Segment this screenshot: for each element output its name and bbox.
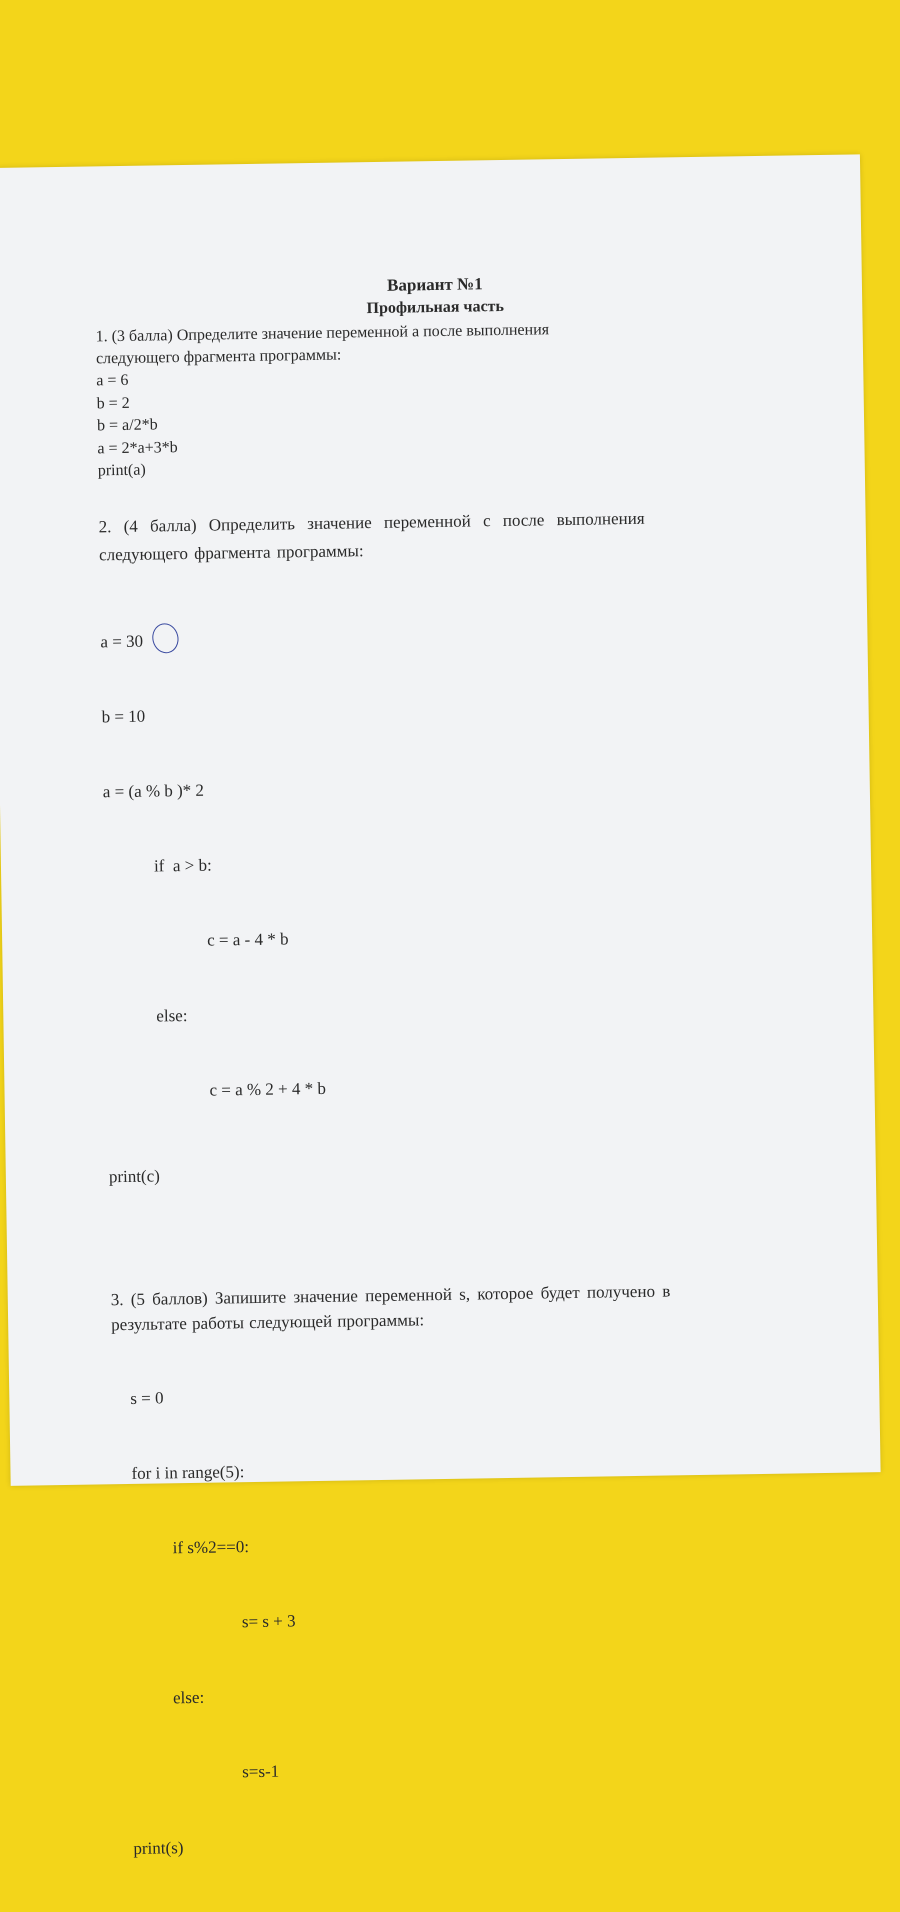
question-3-text-line2: результате работы следующей программы: bbox=[111, 1309, 425, 1334]
code-line: a = 30 bbox=[100, 631, 144, 651]
code-line: b = 10 bbox=[101, 706, 146, 726]
question-1-text-line1: 1. (3 балла) Определите значение переменной a после выполнения bbox=[95, 321, 550, 346]
question-2-text-line2: следующего фрагмента программы: bbox=[98, 540, 364, 564]
code-line: s = 0 bbox=[130, 1387, 164, 1408]
code-line: a = 6 bbox=[96, 371, 129, 390]
question-1 bbox=[96, 316, 778, 483]
code-line: if s%2==0: bbox=[172, 1536, 250, 1557]
code-line: print(c) bbox=[108, 1165, 160, 1186]
code-line: b = a/2*b bbox=[96, 416, 158, 435]
page-subtitle: Профильная часть bbox=[366, 297, 505, 318]
question-2-code bbox=[99, 568, 790, 1264]
page-title: Вариант №1 bbox=[386, 274, 483, 295]
code-line: b = 2 bbox=[96, 394, 130, 412]
code-line: else: bbox=[172, 1687, 205, 1707]
code-line: a = (a % b )* 2 bbox=[102, 780, 205, 801]
worksheet-content bbox=[95, 268, 801, 1911]
code-line: a = 2*a+3*b bbox=[97, 438, 178, 457]
code-line: c = a - 4 * b bbox=[206, 928, 289, 950]
paper-sheet bbox=[0, 154, 881, 1858]
code-line: print(s) bbox=[133, 1837, 184, 1858]
question-2 bbox=[98, 502, 790, 1264]
code-line: for i in range(5): bbox=[131, 1461, 245, 1483]
code-line: print(a) bbox=[97, 461, 146, 480]
code-line: else: bbox=[156, 1005, 188, 1025]
code-line: c = a % 2 + 4 * b bbox=[209, 1078, 327, 1100]
question-3 bbox=[111, 1275, 801, 1911]
code-line: s= s + 3 bbox=[241, 1610, 296, 1631]
question-3-text-line1: 3. (5 баллов) Запишите значение переменной s, которое будет получено в bbox=[110, 1280, 671, 1309]
code-line: if a > b: bbox=[153, 855, 212, 876]
question-1-text-line2: следующего фрагмента программы: bbox=[95, 346, 342, 368]
question-3-code bbox=[111, 1325, 800, 1911]
code-line: s=s-1 bbox=[242, 1761, 280, 1781]
question-2-text-line1: 2. (4 балла) Определить значение переменной с после выполнения bbox=[98, 508, 645, 536]
